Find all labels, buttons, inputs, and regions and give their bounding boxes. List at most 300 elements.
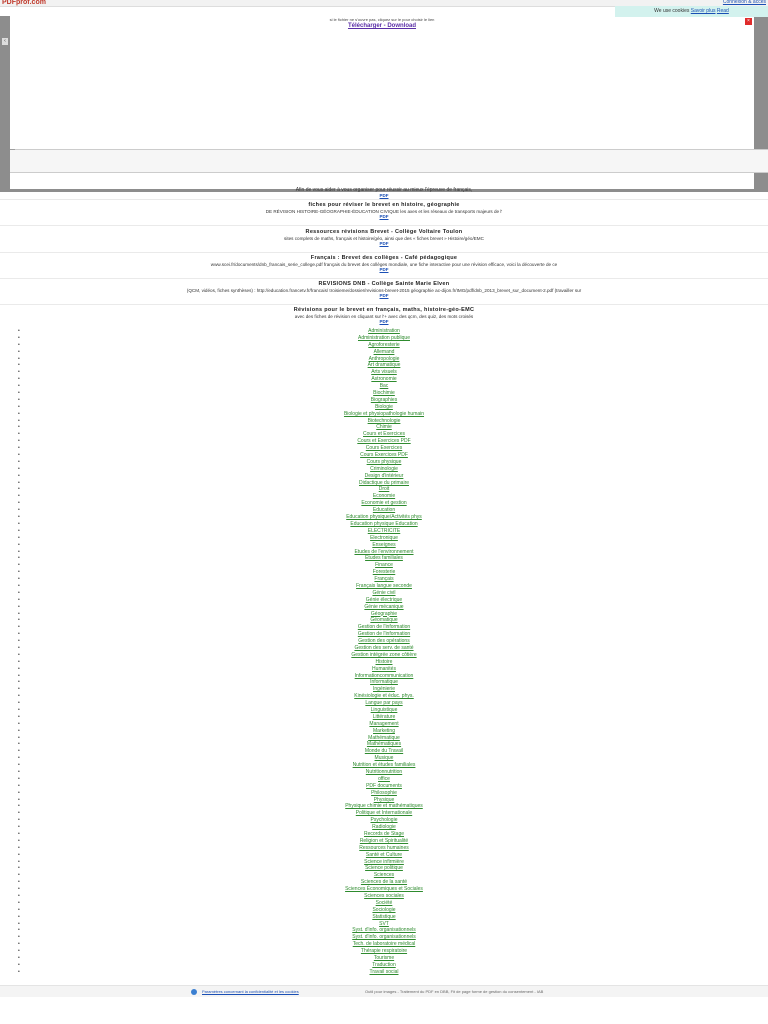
category-item (0, 342, 768, 349)
cookie-read-link[interactable]: Read (716, 8, 729, 14)
bullet-icon: • (18, 899, 20, 906)
category-link[interactable]: Chimie (376, 424, 392, 431)
bullet-icon: • (18, 617, 20, 624)
category-item (0, 797, 768, 804)
bullet-icon: • (18, 507, 20, 514)
category-item (0, 445, 768, 452)
category-item (0, 728, 768, 735)
bullet-icon: • (18, 927, 20, 934)
section-5 (0, 307, 768, 324)
section-desc: DE RÉVISION HISTOIRE-GÉOGRAPHIE-ÉDUCATION CIVIQUE les axes et les réseaux de transports majeurs de l' (265, 209, 503, 214)
footer-bar (0, 985, 768, 997)
category-link[interactable]: Nutritionnutrition (365, 769, 403, 775)
category-link[interactable]: Design d'intérieur (364, 472, 404, 479)
category-link[interactable]: Droit (378, 486, 390, 493)
bullet-icon: • (18, 775, 20, 782)
category-link[interactable]: Cours physique (366, 458, 402, 465)
category-link[interactable]: Société (375, 899, 393, 906)
category-link[interactable]: Education physique Education (350, 520, 418, 527)
category-link[interactable]: Gestion des opérations (358, 638, 410, 645)
category-link[interactable]: Ressources humaines (359, 844, 409, 851)
category-item (0, 679, 768, 686)
category-link[interactable]: Sociologie (372, 906, 396, 913)
bullet-icon: • (18, 431, 20, 438)
category-item (0, 452, 768, 459)
category-link[interactable]: SVT (379, 920, 389, 927)
category-item (0, 914, 768, 921)
bullet-icon: • (18, 727, 20, 734)
category-item (0, 941, 768, 948)
bullet-icon: • (18, 824, 20, 831)
category-link[interactable]: Syst. d'info. organisationnels (352, 934, 416, 941)
category-item (0, 411, 768, 418)
category-link[interactable]: Mathématique (368, 734, 400, 741)
category-item (0, 666, 768, 673)
category-link[interactable]: Biologie et physiopathologie humain (343, 410, 425, 417)
bullet-icon: • (18, 465, 20, 472)
bullet-icon: • (18, 548, 20, 555)
top-account-link[interactable]: Connexion & accès (722, 0, 766, 5)
category-link[interactable]: Etudes familiales (365, 555, 403, 562)
category-item (0, 583, 768, 590)
bullet-icon: • (18, 755, 20, 762)
category-link[interactable]: Cours Exercices PDF (360, 452, 408, 459)
section-1 (0, 202, 768, 219)
category-item (0, 859, 768, 866)
category-item (0, 542, 768, 549)
category-item (0, 900, 768, 907)
bullet-icon: • (18, 693, 20, 700)
category-link[interactable]: Philosophie (371, 789, 397, 796)
side-handle[interactable]: ‹ (2, 38, 8, 45)
pdf-link[interactable]: PDF (379, 293, 389, 298)
category-link[interactable]: Biochimie (373, 390, 395, 397)
category-link[interactable]: Cours et Exercices (363, 431, 405, 438)
strip-mark: — (10, 147, 15, 153)
bullet-icon: • (18, 658, 20, 665)
category-link[interactable]: Physique (373, 796, 395, 803)
category-link[interactable]: Politique et Internationale (355, 810, 413, 817)
pdf-link[interactable]: PDF (379, 319, 389, 324)
bullet-icon: • (18, 762, 20, 769)
section-desc: avec des fiches de révision en cliquant sur l'+ avec des qcm, des quiz, des mots croisés (294, 314, 474, 319)
category-item (0, 500, 768, 507)
category-link[interactable]: Anthropologie (368, 355, 400, 362)
category-link[interactable]: Gestion de l'information (357, 624, 411, 631)
bullet-icon: • (18, 417, 20, 424)
download-modal (10, 16, 754, 150)
category-link[interactable]: Tech. de laboratoire médical (352, 941, 416, 948)
category-item (0, 480, 768, 487)
category-item (0, 493, 768, 500)
category-link[interactable]: office (378, 775, 390, 782)
category-item (0, 549, 768, 556)
bullet-icon: • (18, 803, 20, 810)
privacy-settings-link[interactable]: Paramètres concernant la confidentialité et les cookies (202, 989, 299, 994)
bullet-icon: • (18, 527, 20, 534)
category-item (0, 686, 768, 693)
bullet-icon: • (18, 445, 20, 452)
category-link[interactable]: Histoire (375, 658, 393, 665)
bullet-icon: • (18, 334, 20, 341)
category-item (0, 824, 768, 831)
category-link[interactable]: Administration publique (358, 334, 410, 341)
category-item (0, 528, 768, 535)
category-item (0, 424, 768, 431)
category-link[interactable]: Arts visuels (371, 369, 397, 376)
category-link[interactable]: Administration (368, 328, 400, 334)
divider (0, 304, 768, 305)
category-link[interactable]: Physique chimie et mathématiques (345, 803, 423, 810)
bullet-icon: • (18, 810, 20, 817)
category-link[interactable]: Nutrition et études familiales (352, 762, 416, 769)
section-title[interactable]: fiches pour réviser le brevet en histoire, géographie (308, 202, 460, 208)
category-item (0, 838, 768, 845)
category-item (0, 569, 768, 576)
privacy-icon[interactable] (191, 989, 197, 995)
divider (0, 225, 768, 226)
bullet-icon: • (18, 713, 20, 720)
category-link[interactable]: Informationcommunication (354, 672, 414, 679)
category-item (0, 514, 768, 521)
category-link[interactable]: Finance (375, 562, 393, 569)
category-item (0, 404, 768, 411)
category-item (0, 645, 768, 652)
category-item (0, 831, 768, 838)
category-link[interactable]: Travail social (369, 968, 399, 975)
bullet-icon: • (18, 500, 20, 507)
site-logo[interactable]: PDFprof.com (2, 0, 46, 6)
bullet-icon: • (18, 355, 20, 362)
category-item (0, 748, 768, 755)
category-link[interactable]: Ingénierie (373, 686, 395, 693)
bullet-icon: • (18, 741, 20, 748)
category-link[interactable]: Electronique (370, 534, 398, 541)
bullet-icon: • (18, 520, 20, 527)
cookie-banner (615, 6, 768, 17)
bullet-icon: • (18, 562, 20, 569)
category-link[interactable]: Linguistique (370, 706, 398, 713)
category-item (0, 369, 768, 376)
bullet-icon: • (18, 493, 20, 500)
bullet-icon: • (18, 396, 20, 403)
bullet-icon: • (18, 631, 20, 638)
category-link[interactable]: Records de Stage (363, 831, 405, 838)
category-link[interactable]: Français (374, 576, 394, 583)
category-link[interactable]: Littérature (372, 713, 396, 720)
category-item (0, 783, 768, 790)
category-item (0, 438, 768, 445)
category-item (0, 555, 768, 562)
category-link[interactable]: Economie et gestion (361, 500, 407, 507)
category-item (0, 893, 768, 900)
category-item (0, 328, 768, 335)
bullet-icon: • (18, 390, 20, 397)
bullet-icon: • (18, 610, 20, 617)
pdf-link[interactable]: PDF (379, 193, 389, 198)
category-item (0, 921, 768, 928)
bullet-icon: • (18, 665, 20, 672)
category-item (0, 604, 768, 611)
category-item (0, 769, 768, 776)
category-link[interactable]: Science infirmière (364, 858, 404, 865)
category-link[interactable]: Psychologie (370, 817, 398, 824)
category-link[interactable]: Management (369, 720, 399, 727)
bullet-icon: • (18, 672, 20, 679)
bullet-icon: • (18, 913, 20, 920)
category-item (0, 521, 768, 528)
bullet-icon: • (18, 403, 20, 410)
category-link[interactable]: Traduction (372, 961, 396, 968)
category-link[interactable]: Radiologie (372, 824, 396, 831)
category-item (0, 390, 768, 397)
bullet-icon: • (18, 576, 20, 583)
bullet-icon: • (18, 831, 20, 838)
category-item (0, 397, 768, 404)
category-link[interactable]: Monde du Travail (364, 748, 404, 755)
pdf-link[interactable]: PDF (379, 267, 389, 272)
bullet-icon: • (18, 837, 20, 844)
section-2 (0, 229, 768, 246)
category-item (0, 376, 768, 383)
category-link[interactable]: Biotechnologie (367, 417, 401, 424)
bullet-icon: • (18, 424, 20, 431)
bullet-icon: • (18, 644, 20, 651)
bullet-icon: • (18, 514, 20, 521)
category-link[interactable]: Sciences sociales (364, 893, 404, 900)
modal-close-button[interactable]: × (745, 18, 752, 25)
modal-note: si le fichier ne s'ouvre pas, cliquez sur le pour choisir le lien (329, 17, 435, 22)
category-link[interactable]: Thérapie respiratoire (360, 948, 408, 955)
bullet-icon: • (18, 886, 20, 893)
category-link[interactable]: Musique (374, 755, 394, 762)
bullet-icon: • (18, 686, 20, 693)
category-link[interactable]: Gestion des serv. de santé (354, 644, 414, 651)
category-link[interactable]: Sciences de la santé (360, 879, 408, 886)
category-link[interactable]: Allemand (373, 348, 395, 355)
bullet-icon: • (18, 920, 20, 927)
bullet-icon: • (18, 734, 20, 741)
category-item (0, 907, 768, 914)
category-link[interactable]: Biographies (370, 396, 398, 403)
category-link[interactable]: Biologie (375, 403, 393, 410)
bullet-icon: • (18, 961, 20, 968)
bullet-icon: • (18, 410, 20, 417)
category-link[interactable]: Santé et Culture (365, 851, 403, 858)
bullet-icon: • (18, 348, 20, 355)
bullet-icon: • (18, 438, 20, 445)
category-link[interactable]: Kinésiologie et éduc. phys. (354, 693, 414, 700)
category-link[interactable]: Génie mécanique (364, 603, 404, 610)
category-link[interactable]: Economie (372, 493, 396, 500)
bullet-icon: • (18, 486, 20, 493)
modal-strip (10, 149, 768, 173)
category-link[interactable]: Langue par pays (365, 700, 403, 707)
cookie-learn-more-link[interactable]: Savoir plus (690, 8, 716, 14)
category-link[interactable]: Humanités (372, 665, 396, 672)
section-intro: Afin de vous aider à vous organiser pour réussir au mieux l'épreuve de français, (295, 187, 473, 193)
category-link[interactable]: Génie électrique (365, 596, 403, 603)
category-item (0, 631, 768, 638)
category-item (0, 673, 768, 680)
bullet-icon: • (18, 596, 20, 603)
category-link[interactable]: Marketing (373, 727, 395, 734)
section-3 (0, 255, 768, 272)
bullet-icon: • (18, 555, 20, 562)
category-item (0, 624, 768, 631)
category-item (0, 659, 768, 666)
category-item (0, 356, 768, 363)
category-item (0, 486, 768, 493)
bullet-icon: • (18, 893, 20, 900)
divider (0, 199, 768, 200)
bullet-icon: • (18, 582, 20, 589)
bullet-icon: • (18, 452, 20, 459)
category-item (0, 362, 768, 369)
category-item (0, 418, 768, 425)
download-link[interactable]: Télécharger - Download (347, 23, 416, 29)
category-item (0, 383, 768, 390)
category-item (0, 473, 768, 480)
category-item (0, 721, 768, 728)
category-link[interactable]: Géographie (370, 610, 398, 617)
category-link[interactable]: Gestion intégrée zone côtière (351, 651, 417, 658)
category-item (0, 955, 768, 962)
section-title[interactable]: Ressources révisions Brevet - Collège Voltaire Toulon (305, 229, 463, 235)
category-link[interactable]: Education (372, 507, 396, 514)
bullet-icon: • (18, 638, 20, 645)
bullet-icon: • (18, 700, 20, 707)
bullet-icon: • (18, 934, 20, 941)
category-link[interactable]: Français langue seconde (356, 582, 412, 589)
bullet-icon: • (18, 362, 20, 369)
category-link[interactable]: Tourisme (373, 955, 395, 962)
bullet-icon: • (18, 906, 20, 913)
bullet-icon: • (18, 941, 20, 948)
bullet-icon: • (18, 865, 20, 872)
section-desc: www.scei.fr/documents/dnb_francais_serie_college.pdf français du brevet des collèges mondiale, une fiche interactive pour une révision efficace, voici la découverte de ce (210, 262, 558, 267)
bullet-icon: • (18, 589, 20, 596)
category-item (0, 597, 768, 604)
category-item (0, 431, 768, 438)
category-link[interactable]: Mathématiques (366, 741, 402, 748)
category-link[interactable]: Cours et Exercices PDF (357, 438, 411, 445)
bullet-icon: • (18, 376, 20, 383)
category-item (0, 776, 768, 783)
category-item (0, 335, 768, 342)
category-link[interactable]: Religion et Spiritualité (359, 837, 409, 844)
pdf-link[interactable]: PDF (379, 214, 389, 219)
category-item (0, 652, 768, 659)
category-item (0, 576, 768, 583)
cookie-text: We use cookies (654, 8, 690, 14)
category-item (0, 638, 768, 645)
category-link[interactable]: Sciences (373, 872, 395, 879)
section-4 (0, 281, 768, 298)
bullet-icon: • (18, 534, 20, 541)
bullet-icon: • (18, 858, 20, 865)
category-link[interactable]: Statistique (372, 913, 396, 920)
category-link[interactable]: Bac (379, 383, 389, 390)
bullet-icon: • (18, 541, 20, 548)
category-item (0, 707, 768, 714)
section-title[interactable]: Révisions pour le brevet en français, maths, histoire-géo-EMC (293, 307, 475, 313)
category-item (0, 934, 768, 941)
category-item (0, 810, 768, 817)
bullet-icon: • (18, 748, 20, 755)
category-link[interactable]: Criminologie (370, 465, 398, 472)
section-title[interactable]: Français : Brevet des collèges - Café pédagogique (310, 255, 458, 261)
category-link[interactable]: Génie civil (372, 589, 396, 596)
category-link[interactable]: Didactique du primaire (358, 479, 410, 486)
category-item (0, 790, 768, 797)
bullet-icon: • (18, 789, 20, 796)
category-link[interactable]: ELECTRICITE (367, 527, 401, 534)
category-link[interactable]: Cours Exercices (365, 445, 403, 452)
section-title[interactable]: REVISIONS DNB - Collège Sainte Marie Elven (318, 281, 450, 287)
category-link[interactable]: Gestion de l'information (357, 631, 411, 638)
bullet-icon: • (18, 782, 20, 789)
category-item (0, 507, 768, 514)
bullet-icon: • (18, 769, 20, 775)
category-link[interactable]: Etudes de l'environnement (354, 548, 414, 555)
section-0 (0, 187, 768, 198)
category-link[interactable]: Science politique (365, 865, 403, 872)
bullet-icon: • (18, 458, 20, 465)
category-link[interactable]: Géomatique (370, 617, 398, 624)
category-item (0, 349, 768, 356)
bullet-icon: • (18, 720, 20, 727)
category-link[interactable]: Art dramatique (367, 362, 401, 369)
section-desc: (QCM, vidéos, fiches synthèses) : http://education.francetv.fr/francais/ troisieme/dossier/revisions-brevet-2015 géographie ac-dijon.fr/IMG/pdf/dnb_2013_brevet_sur_document-2.pdf (travailler sur (186, 288, 582, 293)
category-link[interactable]: Education physique/Activités phys (346, 514, 422, 521)
category-link[interactable]: Enseignes (372, 541, 396, 548)
footer-text: Outil pour images - Traitement du PDF en DBB, Fit de page forme de gestion du consentement - IAB (365, 989, 544, 994)
category-link[interactable]: Astronomie (371, 376, 397, 383)
divider (0, 252, 768, 253)
category-link[interactable]: Agroforesterie (368, 341, 400, 348)
bullet-icon: • (18, 679, 20, 686)
bullet-icon: • (18, 341, 20, 348)
category-link[interactable]: Informatique (370, 679, 398, 686)
category-link[interactable]: Syst. d'info. organisationnels (352, 927, 416, 934)
bullet-icon: • (18, 851, 20, 858)
category-item (0, 762, 768, 769)
bullet-icon: • (18, 369, 20, 376)
category-item (0, 459, 768, 466)
category-item (0, 969, 768, 976)
category-item (0, 865, 768, 872)
bullet-icon: • (18, 948, 20, 955)
category-item (0, 927, 768, 934)
category-item (0, 714, 768, 721)
section-desc: sites complets de maths, français et histoire/géo, ainsi que des « fiches brevet » Histoire/géo/EMC (284, 236, 484, 241)
category-link[interactable]: PDF documents (366, 782, 402, 789)
pdf-link[interactable]: PDF (379, 241, 389, 246)
category-link[interactable]: Foresterie (372, 569, 396, 576)
category-item (0, 611, 768, 618)
bullet-icon: • (18, 796, 20, 803)
category-item (0, 466, 768, 473)
category-item (0, 845, 768, 852)
category-item (0, 948, 768, 955)
bullet-icon: • (18, 817, 20, 824)
category-link[interactable]: Sciences Économiques et Sociales (345, 886, 423, 893)
bullet-icon: • (18, 479, 20, 486)
category-item (0, 755, 768, 762)
bullet-icon: • (18, 383, 20, 390)
bullet-icon: • (18, 955, 20, 962)
